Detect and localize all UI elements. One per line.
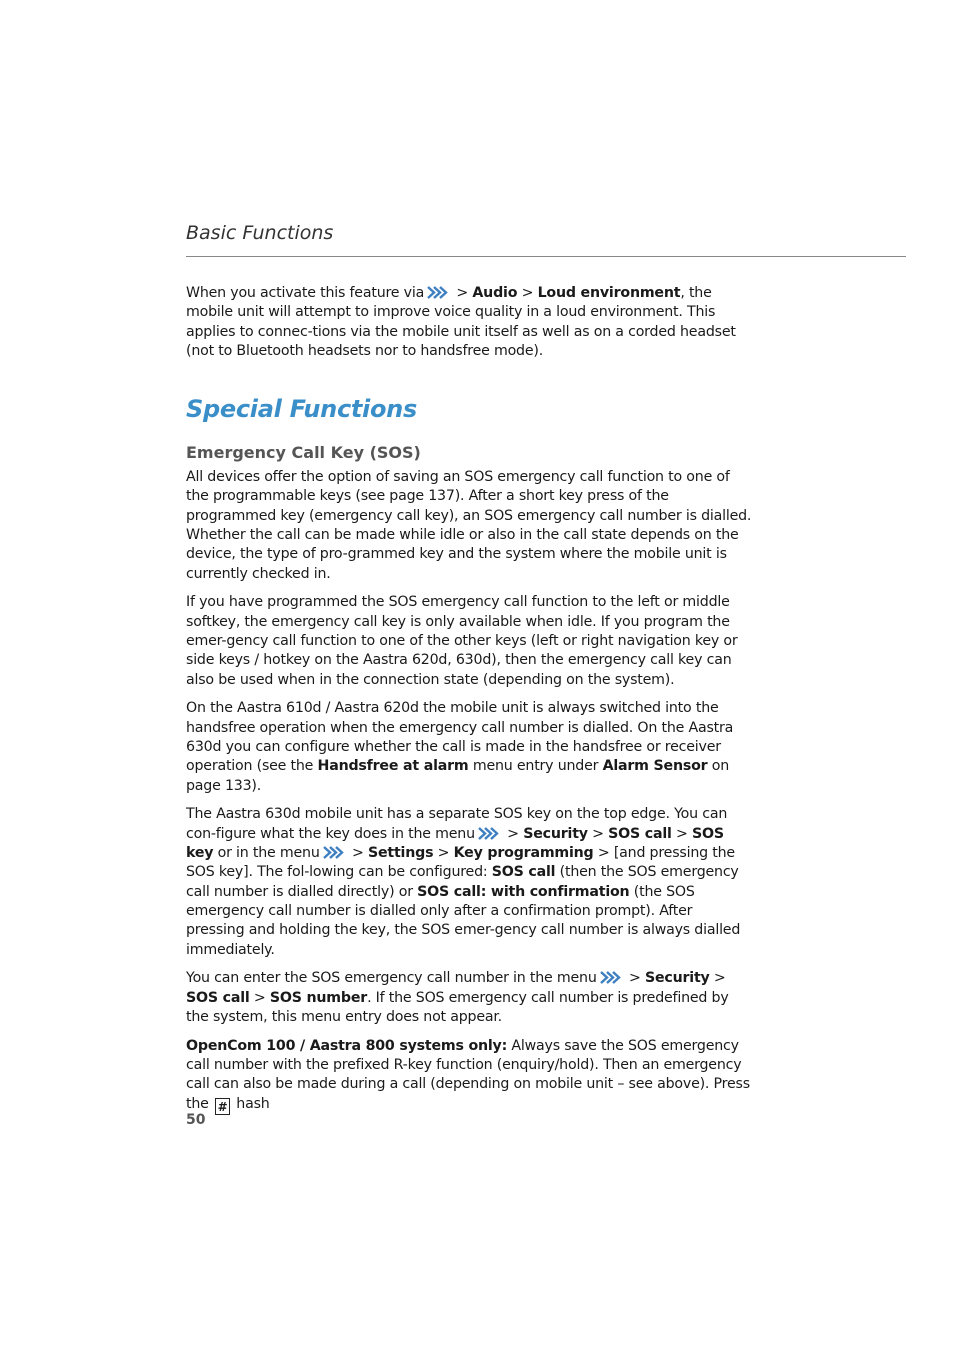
paragraph-3: On the Aastra 610d / Aastra 620d the mobile unit is always switched into the handsfree operation when the emergency call number is dialled. On the Aastra 630d you can configure whether the call is made in the handsfree or receiver operation (see the Handsfree at alarm menu entry under Alarm Sensor on page 133). [186, 700, 734, 794]
subsection-title: Emergency Call Key (SOS) [186, 443, 421, 463]
paragraph-5: You can enter the SOS emergency call number in the menu > Security > SOS call > SOS number. If the SOS emergency call number is predefined by the system, this menu entry does not appear. [186, 970, 729, 1025]
paragraph-2: If you have programmed the SOS emergency call function to the left or middle softkey, the emergency call key is only available when idle. If you program the emer-gency call function to one of the other keys (left or right navigation key or side keys / hotkey on the Aastra 620d, 630d), then the emergency call key can also be used when in the connection state (depending on the system). [186, 594, 738, 688]
page-number: 50 [186, 1112, 206, 1128]
menu-icon [426, 285, 448, 300]
paragraph-6: OpenCom 100 / Aastra 800 systems only: Always save the SOS emergency call number with the prefixed R-key function (enquiry/hold). Then an emergency call can also be made during a call (depending on mobile unit – see above). Press the # hash [186, 1037, 750, 1114]
paragraph-1: All devices offer the option of saving an SOS emergency call function to one of the programmable keys (see page 137). After a short key press of the programmed key (emergency call key), an SOS emergency call number is dialled. Whether the call can be made while idle or also in the call state depends on the device, the type of pro-grammed key and the system where the mobile unit is currently checked in. [186, 469, 752, 582]
running-header: Basic Functions [186, 222, 334, 244]
header-divider [186, 256, 906, 257]
menu-icon [599, 970, 621, 985]
hash-key-icon: # [215, 1098, 230, 1115]
page-content [186, 284, 754, 1125]
section-title: Special Functions [186, 395, 417, 424]
menu-icon [322, 845, 344, 860]
menu-icon [477, 826, 499, 841]
paragraph-4: The Aastra 630d mobile unit has a separate SOS key on the top edge. You can con-figure what the key does in the menu > Security > SOS call > SOS key or in the menu > Settings > Key programming > [and pressing the SOS key]. The fol-lowing can be configured: SOS call (then the SOS emergency call number is dialled directly) or SOS call: with confirmation (the SOS emergency call number is dialled only after a confirmation prompt). After pressing and holding the key, the SOS emer-gency call number is always dialled immediately. [186, 806, 741, 958]
intro-paragraph: When you activate this feature via > Audio > Loud environment, the mobile unit will attempt to improve voice quality in a loud environment. This applies to connec-tions via the mobile unit itself as well as on a corded headset (not to Bluetooth headsets nor to handsfree mode). [186, 285, 736, 359]
